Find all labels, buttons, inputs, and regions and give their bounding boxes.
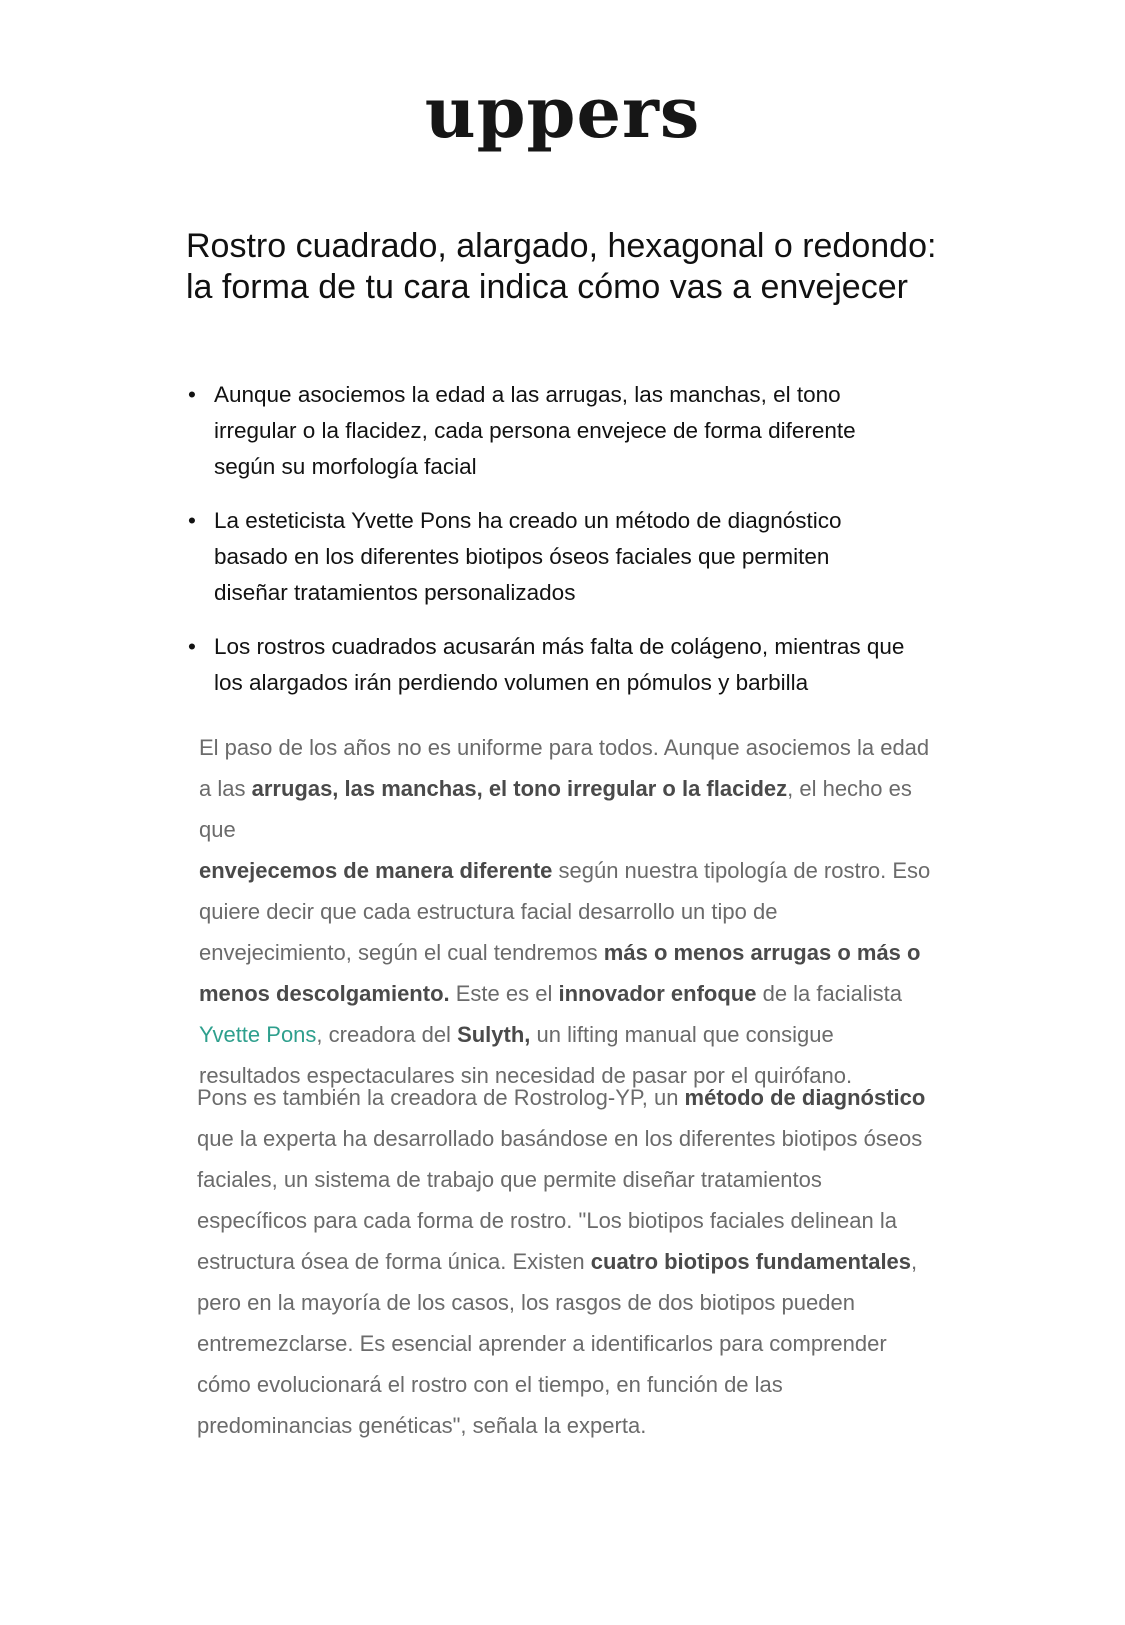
bullet-dot-icon: • (188, 508, 196, 533)
article-headline (186, 226, 1006, 308)
article-paragraph-2: Pons es también la creadora de Rostrolog-YP, un método de diagnóstico que la experta ha desarrollado basándose en los diferentes biotipos óseos faciales, un sistema de trabajo que permite diseñar tratamientos específicos para cada forma de rostro. "Los biotipos faciales delinean la estructura ósea de forma única. Existen cuatro biotipos fundamentales, pero en la mayoría de los casos, los rasgos de dos biotipos pueden entremezclarse. Es esencial aprender a identificarlos para comprender cómo evolucionará el rostro con el tiempo, en función de las predominancias genéticas", señala la experta. (197, 1085, 926, 1438)
bullet-dot-icon: • (188, 634, 196, 659)
summary-bullet: • La esteticista Yvette Pons ha creado un método de diagnóstico basado en los diferentes biotipos óseos faciales que permiten diseñar tratamientos personalizados (186, 503, 926, 611)
summary-bullet-list (186, 377, 926, 719)
summary-bullet: • Aunque asociemos la edad a las arrugas, las manchas, el tono irregular o la flacidez, cada persona envejece de forma diferente según su morfología facial (186, 377, 926, 485)
bullet-dot-icon: • (188, 382, 196, 407)
headline-line-1: Rostro cuadrado, alargado, hexagonal o redondo: (186, 227, 937, 265)
yvette-pons-link[interactable]: Yvette Pons (199, 1022, 317, 1047)
summary-bullet: • Los rostros cuadrados acusarán más falta de colágeno, mientras que los alargados irán perdiendo volumen en pómulos y barbilla (186, 629, 926, 701)
site-logo[interactable]: uppers (424, 71, 701, 154)
article-paragraph-1: El paso de los años no es uniforme para todos. Aunque asociemos la edad a las arrugas, las manchas, el tono irregular o la flacidez, el hecho es que envejecemos de manera diferente según nuestra tipología de rostro. Eso quiere decir que cada estructura facial desarrollo un tipo de envejecimiento, según el cual tendremos más o menos arrugas o más o menos descolgamiento. Este es el innovador enfoque de la facialista Yvette Pons, creadora del Sulyth, un lifting manual que consigue resultados espectaculares sin necesidad de pasar por el quirófano. (199, 735, 931, 1088)
headline-line-2: la forma de tu cara indica cómo vas a envejecer (186, 268, 908, 306)
